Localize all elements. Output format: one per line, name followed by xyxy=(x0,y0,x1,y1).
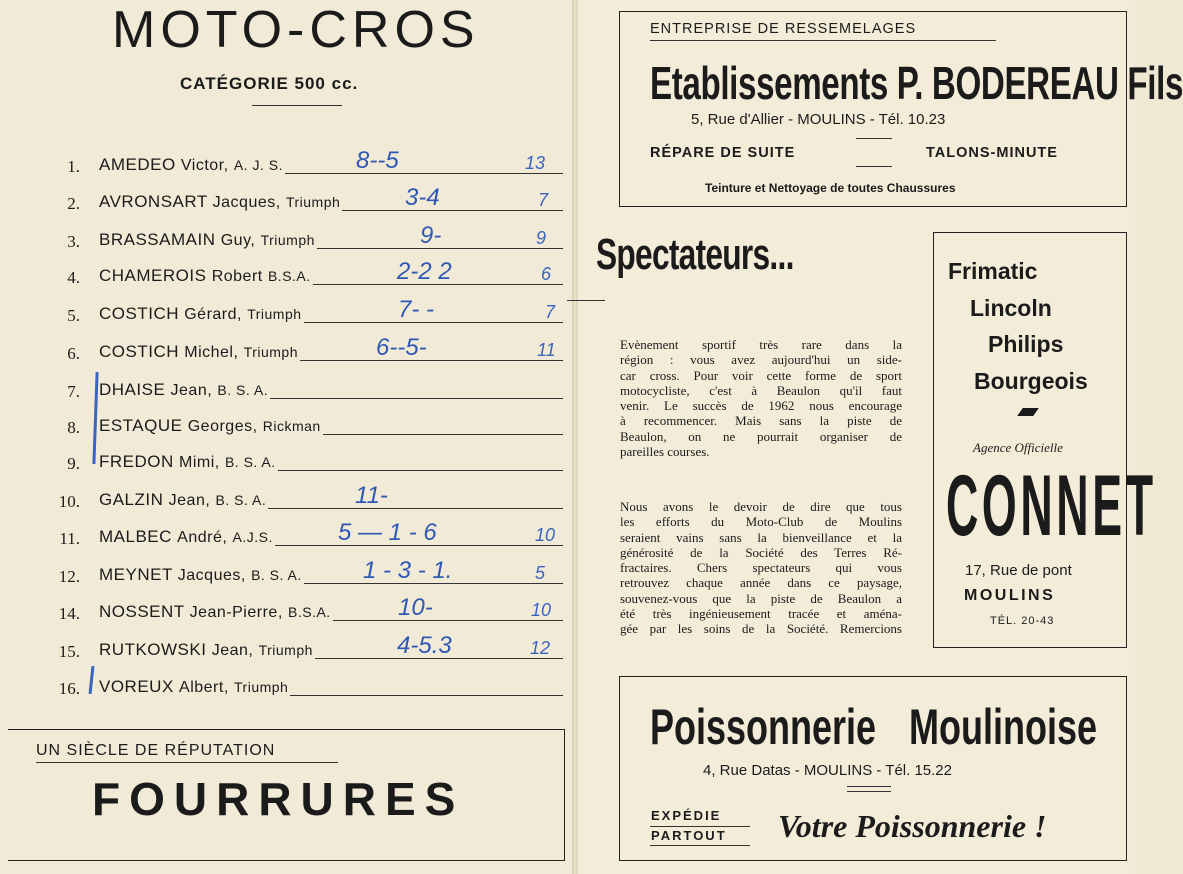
rider-number: 16. xyxy=(58,679,80,698)
handwritten-total: 10 xyxy=(531,600,552,620)
paragraph-line: fractaires. Chers spectateurs qui vous xyxy=(620,560,902,576)
rider-make: B.S.A. xyxy=(267,268,311,284)
rider-row xyxy=(0,665,575,701)
entry-rule xyxy=(268,508,563,509)
rider-surname: MEYNET xyxy=(99,565,173,584)
connet-agence: Agence Officielle xyxy=(973,440,1063,455)
handwritten-positions: 2-2 2 xyxy=(397,258,452,285)
rider-entry xyxy=(99,266,311,286)
rider-number: 9. xyxy=(67,454,80,473)
poissonnerie-name-1: Poissonnerie xyxy=(650,699,877,755)
rider-firstname: Jean, xyxy=(168,492,211,509)
entry-rule xyxy=(333,620,563,621)
rider-make: Triumph xyxy=(243,344,298,360)
rider-entry xyxy=(99,155,283,175)
rider-row xyxy=(0,218,575,254)
spectateurs-title: Spectateurs... xyxy=(596,230,794,279)
rider-entry xyxy=(99,304,302,324)
connet-tel: TÉL. 20-43 xyxy=(990,615,1055,627)
rider-entry xyxy=(99,565,302,585)
rider-surname: COSTICH xyxy=(99,304,179,323)
rider-surname: CHAMEROIS xyxy=(99,266,207,285)
rider-surname: VOREUX xyxy=(99,677,174,696)
rider-number: 5. xyxy=(67,306,80,325)
rider-make: Triumph xyxy=(258,642,313,658)
handwritten-positions: 9- xyxy=(420,222,442,249)
spectateurs-paragraph-1 xyxy=(620,337,902,459)
rider-surname: RUTKOWSKI xyxy=(99,640,207,659)
category-heading: CATÉGORIE 500 cc. xyxy=(180,74,359,93)
rider-make: B.S.A. xyxy=(288,604,331,620)
rider-row xyxy=(0,553,575,589)
entry-rule xyxy=(278,470,563,471)
rider-surname: BRASSAMAIN xyxy=(99,230,216,249)
rider-row xyxy=(0,515,575,551)
rider-firstname: Michel, xyxy=(184,344,239,361)
rider-make: Triumph xyxy=(285,194,341,210)
handwritten-total: 9 xyxy=(536,228,547,248)
handwritten-total: 13 xyxy=(525,153,546,173)
rider-surname: GALZIN xyxy=(99,490,164,509)
entry-rule xyxy=(270,398,563,399)
connet-city: MOULINS xyxy=(964,587,1056,604)
rider-row xyxy=(0,180,575,216)
rider-number: 12. xyxy=(58,567,80,586)
connet-name: CONNET xyxy=(946,458,1157,554)
rider-row xyxy=(0,590,575,626)
rider-entry xyxy=(99,342,298,362)
handwritten-positions: 4-5.3 xyxy=(397,632,452,659)
handwritten-positions: 10- xyxy=(398,594,433,621)
poissonnerie-name-2: Moulinoise xyxy=(909,699,1097,755)
entry-rule xyxy=(290,695,563,696)
rider-number: 8. xyxy=(67,418,80,437)
rider-number: 14. xyxy=(58,604,80,623)
bodereau-divider-top xyxy=(856,138,892,139)
connet-brand: Philips xyxy=(988,331,1064,357)
rider-make: Triumph xyxy=(234,679,289,695)
paragraph-line: Evènement sportif très rare dans la xyxy=(620,337,902,352)
rider-entry xyxy=(99,602,331,622)
connet-brand: Frimatic xyxy=(948,258,1038,284)
entry-rule xyxy=(285,173,563,174)
poissonnerie-slogan: Votre Poissonnerie ! xyxy=(778,808,1047,844)
rider-number: 7. xyxy=(67,382,80,401)
rider-row xyxy=(0,143,575,179)
rider-firstname: Jean, xyxy=(170,382,213,399)
rider-entry xyxy=(99,380,268,400)
rider-surname: ESTAQUE xyxy=(99,416,183,435)
rider-entry xyxy=(99,677,288,697)
handwritten-positions: 1 - 3 - 1. xyxy=(363,557,453,584)
poissonnerie-expedie-rule xyxy=(650,826,750,827)
rider-row xyxy=(0,478,575,514)
rider-entry xyxy=(99,416,321,436)
rider-surname: AVRONSART xyxy=(99,192,208,211)
rider-number: 11. xyxy=(59,529,80,548)
handwritten-positions: 7- - xyxy=(398,296,434,323)
rider-entry xyxy=(99,640,313,660)
rider-surname: AMEDEO xyxy=(99,155,176,174)
category-underline xyxy=(252,105,342,106)
bodereau-talons: TALONS-MINUTE xyxy=(926,145,1058,161)
rider-firstname: Albert, xyxy=(179,679,229,696)
rider-firstname: Georges, xyxy=(187,418,258,435)
rider-row xyxy=(0,440,575,476)
rider-row xyxy=(0,404,575,440)
rider-surname: NOSSENT xyxy=(99,602,185,621)
rider-entry xyxy=(99,192,340,212)
rider-row xyxy=(0,628,575,664)
connet-address: 17, Rue de pont xyxy=(965,562,1072,579)
rider-make: Triumph xyxy=(247,306,302,322)
rider-make: B. S. A. xyxy=(251,567,302,583)
rider-entry xyxy=(99,452,276,472)
rider-make: Rickman xyxy=(262,418,321,434)
poissonnerie-address: 4, Rue Datas - MOULINS - Tél. 15.22 xyxy=(703,762,952,779)
rider-row xyxy=(0,330,575,366)
rider-number: 6. xyxy=(67,344,80,363)
rider-firstname: Robert xyxy=(211,268,263,285)
handwritten-positions: 6--5- xyxy=(376,334,427,361)
rider-surname: COSTICH xyxy=(99,342,179,361)
rider-entry xyxy=(99,490,266,510)
rider-entry xyxy=(99,230,315,250)
rider-firstname: André, xyxy=(177,529,228,546)
paragraph-line: seraient vains sans la bienveillance et la xyxy=(620,529,902,545)
rider-make: B. S. A. xyxy=(224,454,276,470)
rider-entry xyxy=(99,527,273,547)
poissonnerie-divider-2 xyxy=(847,791,891,792)
paragraph-line: été très ingénieusement tracée et aména- xyxy=(620,606,902,622)
fourrures-tagline-underline xyxy=(36,762,338,763)
bodereau-bottom: Teinture et Nettoyage de toutes Chaussures xyxy=(705,181,956,195)
poissonnerie-partout: PARTOUT xyxy=(651,828,727,843)
rider-number: 4. xyxy=(67,268,80,287)
paragraph-line: à recommencer. Mais sans la piste de xyxy=(620,413,902,429)
paragraph-line: retrouvez chaque année dans ce paysage, xyxy=(620,575,902,591)
rider-row xyxy=(0,292,575,328)
rider-firstname: Victor, xyxy=(180,157,229,174)
connet-brand: Lincoln xyxy=(970,295,1052,321)
rider-firstname: Gérard, xyxy=(184,306,242,323)
fourrures-title: FOURRURES xyxy=(92,773,465,825)
rider-make: A.J.S. xyxy=(232,529,273,545)
handwritten-positions: 11- xyxy=(355,482,388,509)
rider-firstname: Jacques, xyxy=(177,567,246,584)
rider-surname: DHAISE xyxy=(99,380,166,399)
rider-number: 10. xyxy=(58,492,80,511)
rider-number: 1. xyxy=(67,157,80,176)
handwritten-total: 6 xyxy=(541,264,552,284)
entry-rule xyxy=(300,360,563,361)
rider-row xyxy=(0,254,575,290)
paragraph-line: région : vous avez aujourd'hui un side- xyxy=(620,352,902,368)
handwritten-total: 12 xyxy=(530,638,551,658)
bodereau-top: ENTREPRISE DE RESSEMELAGES xyxy=(650,21,917,37)
handwritten-total: 7 xyxy=(545,302,556,322)
bodereau-divider-bottom xyxy=(856,166,892,167)
paragraph-line: venir. Le succès de 1962 nous encourage xyxy=(620,398,902,414)
rider-number: 15. xyxy=(58,642,80,661)
spectateurs-rule xyxy=(567,300,605,301)
handwritten-positions: 8--5 xyxy=(356,147,399,174)
handwritten-total: 7 xyxy=(538,190,549,210)
poissonnerie-partout-rule xyxy=(650,845,750,846)
rider-make: Triumph xyxy=(260,232,315,248)
entry-rule xyxy=(323,434,563,435)
paragraph-line: souvenez-vous que la piste de Beaulon a xyxy=(620,590,902,606)
rider-surname: MALBEC xyxy=(99,527,172,546)
paragraph-line: car cross. Pour voir cette forme de sport xyxy=(620,367,902,383)
bodereau-repare: RÉPARE DE SUITE xyxy=(650,145,796,161)
rider-make: B. S. A. xyxy=(217,382,269,398)
rider-make: A. J. S. xyxy=(233,157,283,173)
handwritten-total: 11 xyxy=(537,340,556,360)
page-title: MOTO-CROS xyxy=(112,1,480,59)
paragraph-line: générosité de la Société des Terres Ré- xyxy=(620,544,902,560)
poissonnerie-divider-1 xyxy=(847,786,891,787)
entry-rule xyxy=(342,210,563,211)
rider-number: 3. xyxy=(67,232,80,251)
rider-firstname: Jacques, xyxy=(212,194,281,211)
rider-row xyxy=(0,368,575,404)
rider-firstname: Jean, xyxy=(211,642,254,659)
spectateurs-paragraph-2 xyxy=(620,499,902,637)
bodereau-address: 5, Rue d'Allier - MOULINS - Tél. 10.23 xyxy=(691,111,946,128)
bodereau-name: Etablissements P. BODEREAU Fils xyxy=(650,57,1183,109)
rider-firstname: Guy, xyxy=(220,232,256,249)
paragraph-line: motocycliste, c'est à Beaulon qu'il faut xyxy=(620,382,902,398)
handwritten-positions: 3-4 xyxy=(405,184,440,211)
poissonnerie-expedie: EXPÉDIE xyxy=(651,808,722,823)
paragraph-line: gée par les soins de la Société. Remercions xyxy=(620,621,902,637)
rider-make: B. S. A. xyxy=(215,492,267,508)
rider-firstname: Mimi, xyxy=(179,454,220,471)
rider-number: 2. xyxy=(67,194,80,213)
rider-firstname: Jean-Pierre, xyxy=(189,604,283,621)
bodereau-top-underline xyxy=(650,40,996,41)
paragraph-line: les efforts du Moto-Club de Moulins xyxy=(620,514,902,530)
paragraph-line: pareilles courses. xyxy=(620,444,710,460)
paragraph-line: Beaulon, on ne pourrait organiser de xyxy=(620,428,902,444)
connet-brand: Bourgeois xyxy=(974,368,1088,394)
handwritten-total: 5 xyxy=(535,563,546,583)
handwritten-total: 10 xyxy=(535,525,556,545)
connet-logo xyxy=(946,458,1157,554)
rider-surname: FREDON xyxy=(99,452,174,471)
fourrures-tagline: UN SIÈCLE DE RÉPUTATION xyxy=(36,742,276,759)
handwritten-positions: 5 — 1 - 6 xyxy=(338,519,437,546)
paragraph-line: Nous avons le devoir de dire que tous xyxy=(620,499,902,514)
